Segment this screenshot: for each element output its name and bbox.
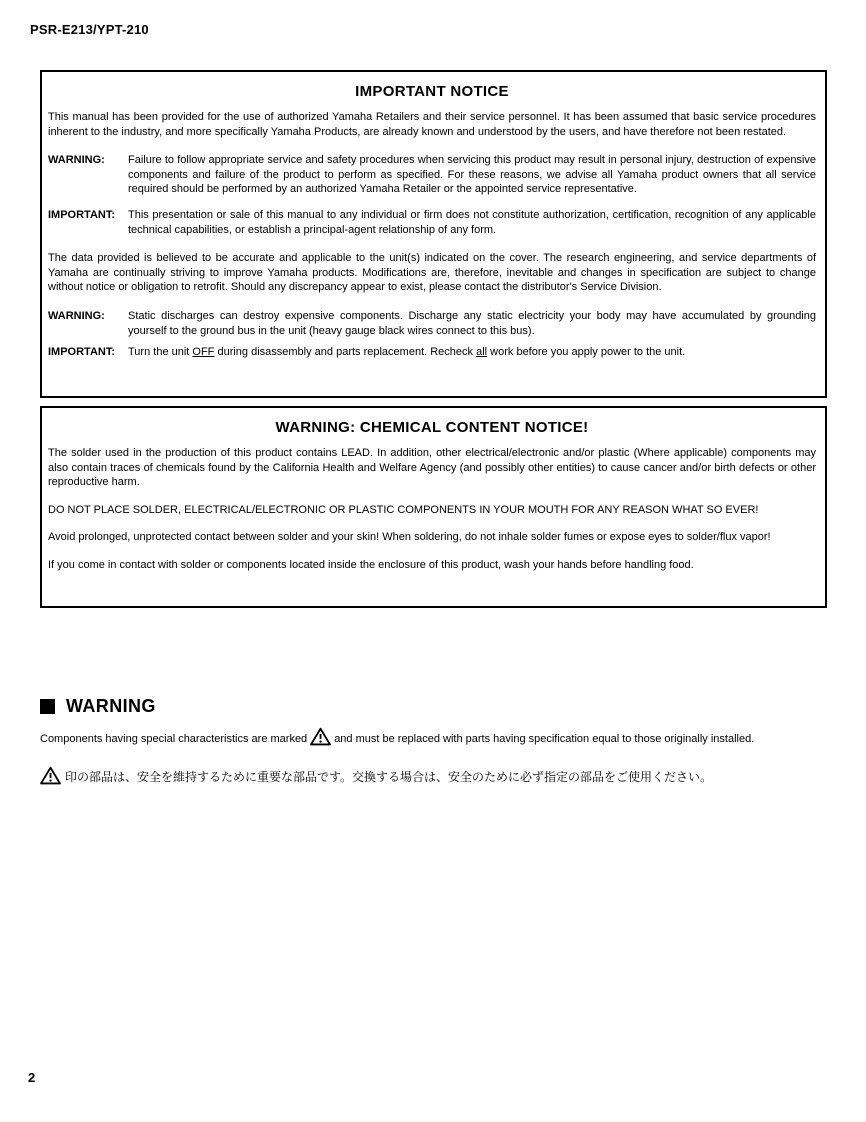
chemical-notice-box xyxy=(40,406,827,608)
chemical-notice-title: WARNING: CHEMICAL CONTENT NOTICE! xyxy=(275,419,589,436)
warning-section-title: WARNING xyxy=(66,696,156,716)
chemical-paragraph: If you come in contact with solder or components located inside the enclosure of this product, wash your hands before handling food. xyxy=(48,558,694,571)
warning-triangle-icon xyxy=(40,766,61,785)
data-accuracy-paragraph: The data provided is believed to be accurate and applicable to the unit(s) indicated on the cover. The research engineering, and service departments of Yamaha are continually striving to improve Yamaha products. Modifications are, therefore, inevitable and changes in specification are subject to change without notice or obligation to retrofit. Should any discrepancy appear to exist, please contact the distributor's Service Division. xyxy=(48,252,816,294)
important-notice-title: IMPORTANT NOTICE xyxy=(355,83,509,100)
notice-intro-paragraph: This manual has been provided for the use of authorized Yamaha Retailers and their service personnel. It has been assumed that basic service procedures inherent to the industry, and more specifically Yamaha Products, are already known and understood by the users, and have therefore not been restated. xyxy=(48,111,816,138)
underlined-word-all: all xyxy=(476,346,488,359)
important-text: This presentation or sale of this manual to any individual or firm does not constitute authorization, certification, recognition of any applicable technical capabilities, or establish a principal-agent relationship of any form. xyxy=(128,208,816,236)
components-warning-text xyxy=(40,727,788,748)
chemical-paragraph: Avoid prolonged, unprotected contact between solder and your skin! When soldering, do not inhale solder fumes or expose eyes to solder/flux vapor! xyxy=(48,531,771,544)
warning-text: Static discharges can destroy expensive components. Discharge any static electricity your body may have accumulated by grounding yourself to the ground bus in the unit (heavy gauge black wires connect to this bus). xyxy=(128,309,816,337)
important-label: IMPORTANT: xyxy=(48,208,116,221)
warning-section-heading xyxy=(40,696,156,717)
important-text-segment: Turn the unit xyxy=(128,346,193,359)
warning-label: WARNING: xyxy=(48,154,105,167)
warning-text-after: and must be replaced with parts having specification equal to those originally installed. xyxy=(334,733,755,745)
warning-item-1 xyxy=(48,153,816,197)
important-label: IMPORTANT: xyxy=(48,346,116,359)
important-text-segment: work before you apply power to the unit. xyxy=(487,346,686,359)
important-text-segment: during disassembly and parts replacement. Recheck xyxy=(214,346,477,359)
important-notice-box xyxy=(40,70,827,398)
important-text xyxy=(128,345,816,360)
chemical-paragraph: DO NOT PLACE SOLDER, ELECTRICAL/ELECTRONIC OR PLASTIC COMPONENTS IN YOUR MOUTH FOR ANY REASON WHAT SO EVER! xyxy=(48,503,759,516)
chemical-paragraph: The solder used in the production of this product contains LEAD. In addition, other electrical/electronic and/or plastic (Where applicable) components may also contain traces of chemicals found by the California Health and Welfare Agency (and possibly other entities) to cause cancer and/or birth defects or other reproductive harm. xyxy=(48,447,816,489)
japanese-warning-line xyxy=(40,766,800,787)
underlined-word-off: OFF xyxy=(192,346,215,359)
page-title: PSR-E213/YPT-210 xyxy=(30,22,149,37)
important-item-2 xyxy=(48,345,816,360)
warning-triangle-icon xyxy=(310,727,331,746)
important-item-1 xyxy=(48,208,816,237)
black-square-icon xyxy=(40,699,55,714)
warning-text: Failure to follow appropriate service and safety procedures when servicing this product may result in personal injury, destruction of expensive components and failure of the product to perform as specified. For these reasons, we advise all Yamaha product owners that all service required should be performed by an authorized Yamaha Retailer or the appointed service representative. xyxy=(128,154,816,196)
warning-label: WARNING: xyxy=(48,309,105,322)
warning-text-before: Components having special characteristics are marked xyxy=(40,733,308,745)
warning-item-2 xyxy=(48,309,816,338)
japanese-warning-text: 印の部品は、安全を維持するために重要な部品です。交換する場合は、安全のために必ず指定の部品をご使用ください。 xyxy=(65,770,713,784)
page-number: 2 xyxy=(28,1070,36,1085)
